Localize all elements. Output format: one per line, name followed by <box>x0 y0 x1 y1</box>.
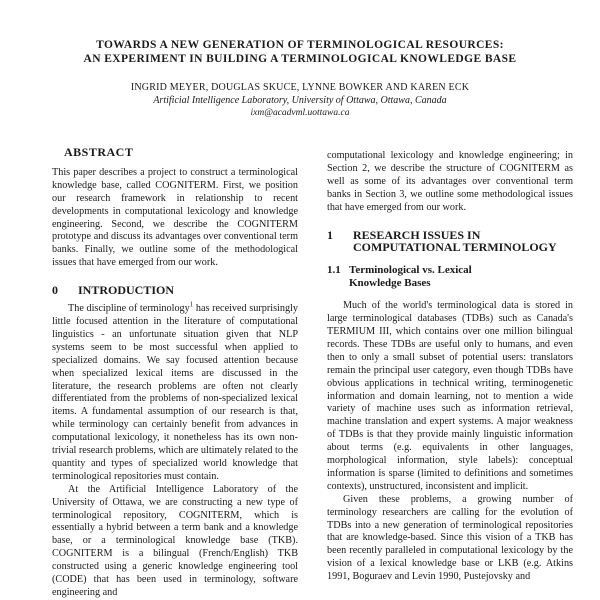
section-1-1-paragraph-1: Much of the world's terminological data is stored in large terminological databases (TDBs) such as Canada's TERMIUM III, which contains over one million bilingual records. These TDBs are useful only to humans, and even then to only a small subset of potential users: translators remain the principal user category, even though TDBs have obvious applications in technical writing, terminogenetic information and domain learning, not to mention a wide variety of machine uses such as information retrieval, machine translation and expert systems. A major weakness of TDBs is that they provide mainly linguistic information about terms (e.g. equivalents in other languages, morphological information, style labels): conceptual information is sparse (limited to definitions and sometimes contexts), unstructured, inconsistent and implicit. <box>327 300 573 492</box>
section-title: INTRODUCTION <box>78 283 175 298</box>
section-number: 0 <box>52 283 58 298</box>
intro-continued-paragraph: computational lexicology and knowledge engineering; in Section 2, we describe the structure of COGNITERM as well as some of its advantages over conventional term banks in Section 3, we outline some methodological issues that have emerged from our work. <box>327 150 573 213</box>
subsection-title-line-1: Terminological vs. Lexical <box>349 264 472 277</box>
abstract-text: This paper describes a project to construct a terminological knowledge base, called COGNITERM. First, we position our research framework in relationship to recent developments in computational lexicology and knowledge engineering. Second, we describe the COGNITERM prototype and discuss its advantages over conventional term banks. Finally, we outline some of the methodological issues that have emerged from our work. <box>52 166 298 269</box>
section-title-line-2: COMPUTATIONAL TERMINOLOGY <box>353 240 557 255</box>
subsection-number: 1.1 <box>327 264 341 277</box>
subsection-title-line-2: Knowledge Bases <box>349 277 431 290</box>
author-email[interactable]: ixm@acadvml.uottawa.ca <box>250 108 350 118</box>
subsection-heading-1-1 <box>327 264 573 290</box>
footnote-marker: 1 <box>189 300 194 309</box>
section-title-line-1: RESEARCH ISSUES IN <box>353 227 481 242</box>
abstract-heading: ABSTRACT <box>64 145 134 159</box>
paper-title-line-2: AN EXPERIMENT IN BUILDING A TERMINOLOGICAL KNOWLEDGE BASE <box>83 53 517 65</box>
right-column <box>327 150 573 584</box>
intro-paragraph-1-rest: has received surprisingly little focused attention in the literature of computational linguistics - an unfortunate situation given that NLP systems seem to be most successful when applied to specialized domains. We say focused attention because when specialized lexical items are discussed in the literature, the research problems are often not clearly differentiated from the problems of non-specialized lexical items. A fundamental assumption of our research is that, while terminology can certainly benefit from advances in computational lexicology, it nonetheless has its own non-trivial research problems, which are ultimately related to the quantity and types of specialized world knowledge that terminological repositories must contain. <box>52 303 298 482</box>
affiliation: Artificial Intelligence Laboratory, University of Ottawa, Ottawa, Canada <box>153 95 447 106</box>
intro-paragraph-2: At the Artificial Intelligence Laboratory of the University of Ottawa, we are constructing a new type of terminological repository, COGNITERM, which is essentially a hybrid between a term bank and a knowledge base, or a terminological knowledge base (TKB). COGNITERM is a bilingual (French/English) TKB constructed using a generic knowledge engineering tool (CODE) that has been used in terminology, software engineering and <box>52 483 298 598</box>
section-heading-introduction <box>52 284 298 297</box>
section-number: 1 <box>327 227 333 242</box>
section-1-1-paragraph-2: Given these problems, a growing number of terminology researchers are calling for the evolution of TDBs into a new generation of terminological repositories that are knowledge-based. Since this vision of a TKB has been recently paralleled in computational lexicology by the vision of a lexical knowledge base or LKB (e.g. Atkins 1991, Boguraev and Levin 1990, Pustejovsky and <box>327 493 573 583</box>
author-list: INGRID MEYER, DOUGLAS SKUCE, LYNNE BOWKER AND KAREN ECK <box>130 82 470 93</box>
intro-paragraph-1 <box>52 300 298 484</box>
section-heading-research-issues <box>327 229 573 255</box>
intro-paragraph-1-start: The discipline of terminology <box>68 303 190 315</box>
left-column <box>52 146 298 600</box>
paper-title-line-1: TOWARDS A NEW GENERATION OF TERMINOLOGICAL RESOURCES: <box>96 39 504 51</box>
